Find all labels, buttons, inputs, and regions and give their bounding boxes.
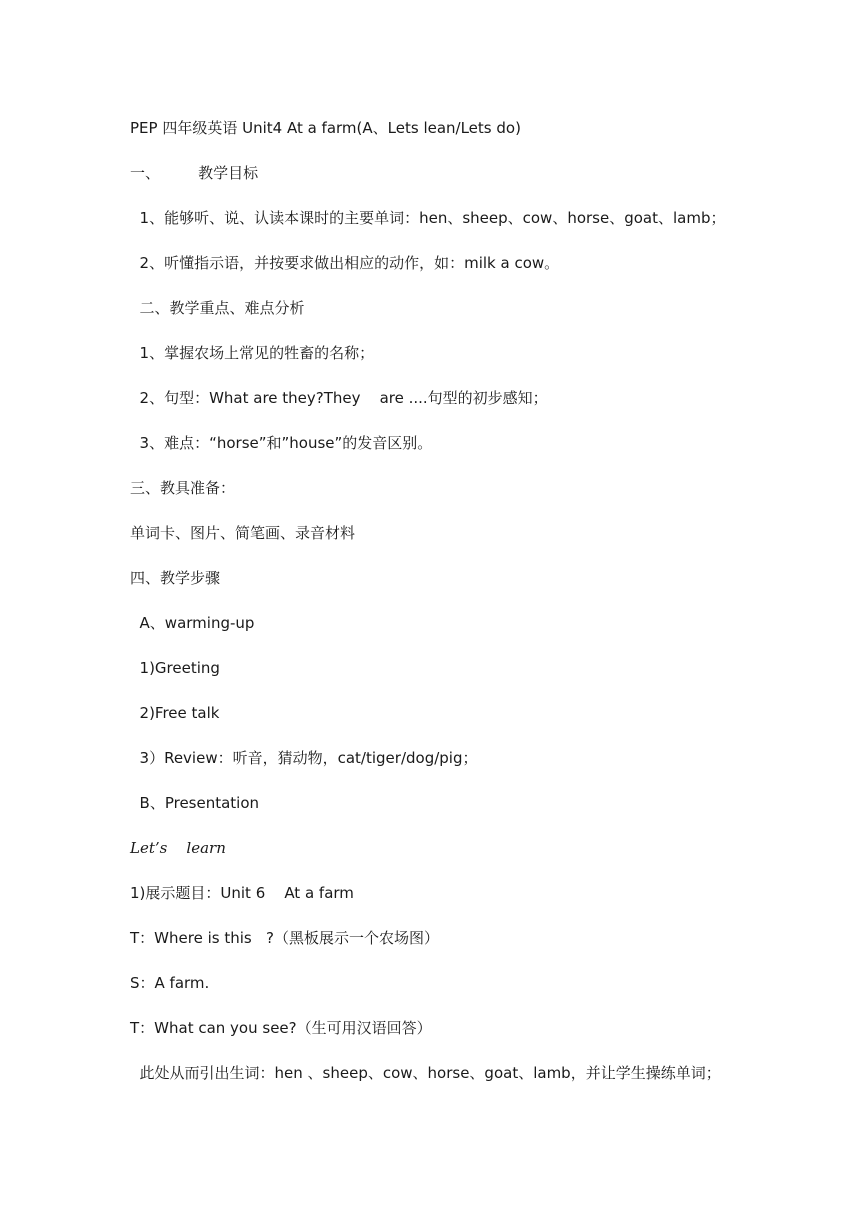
objective-item-1: 1、能够听、说、认读本课时的主要单词：hen、sheep、cow、horse、goat、lamb；: [130, 209, 726, 227]
document-title: PEP 四年级英语 Unit4 At a farm(A、Lets lean/Lets do): [130, 119, 521, 137]
dialogue-student-1: S：A farm.: [130, 974, 210, 992]
vocabulary-note: 此处从而引出生词：hen 、sheep、cow、horse、goat、lamb，并让学生操练单词；: [130, 1064, 721, 1082]
dialogue-teacher-2: T：What can you see?（生可用汉语回答）: [130, 1019, 432, 1037]
key-point-item-1: 1、掌握农场上常见的牲畜的名称；: [130, 344, 375, 362]
presentation-item-1: 1)展示题目：Unit 6 At a farm: [130, 884, 354, 902]
step-warming-up: A、warming-up: [130, 614, 255, 632]
section-heading-key-points: 二、教学重点、难点分析: [130, 299, 305, 317]
step-greeting: 1)Greeting: [130, 659, 220, 677]
materials-list: 单词卡、图片、简笔画、录音材料: [130, 524, 356, 542]
step-presentation: B、Presentation: [130, 794, 260, 812]
section-heading-materials: 三、教具准备：: [130, 479, 236, 497]
section-heading-objectives: 一、 教学目标: [130, 164, 259, 182]
dialogue-teacher-1: T：Where is this ?（黑板展示一个农场图）: [130, 929, 439, 947]
step-free-talk: 2)Free talk: [130, 704, 220, 722]
objective-item-2: 2、听懂指示语，并按要求做出相应的动作，如：milk a cow。: [130, 254, 560, 272]
key-point-item-2: 2、句型：What are they?They are ....句型的初步感知；: [130, 389, 548, 407]
step-review: 3）Review：听音，猜动物，cat/tiger/dog/pig；: [130, 749, 478, 767]
subheading-lets-learn: Let’s learn: [130, 839, 226, 857]
key-point-item-3: 3、难点：“horse”和”house”的发音区别。: [130, 434, 433, 452]
section-heading-steps: 四、教学步骤: [130, 569, 221, 587]
